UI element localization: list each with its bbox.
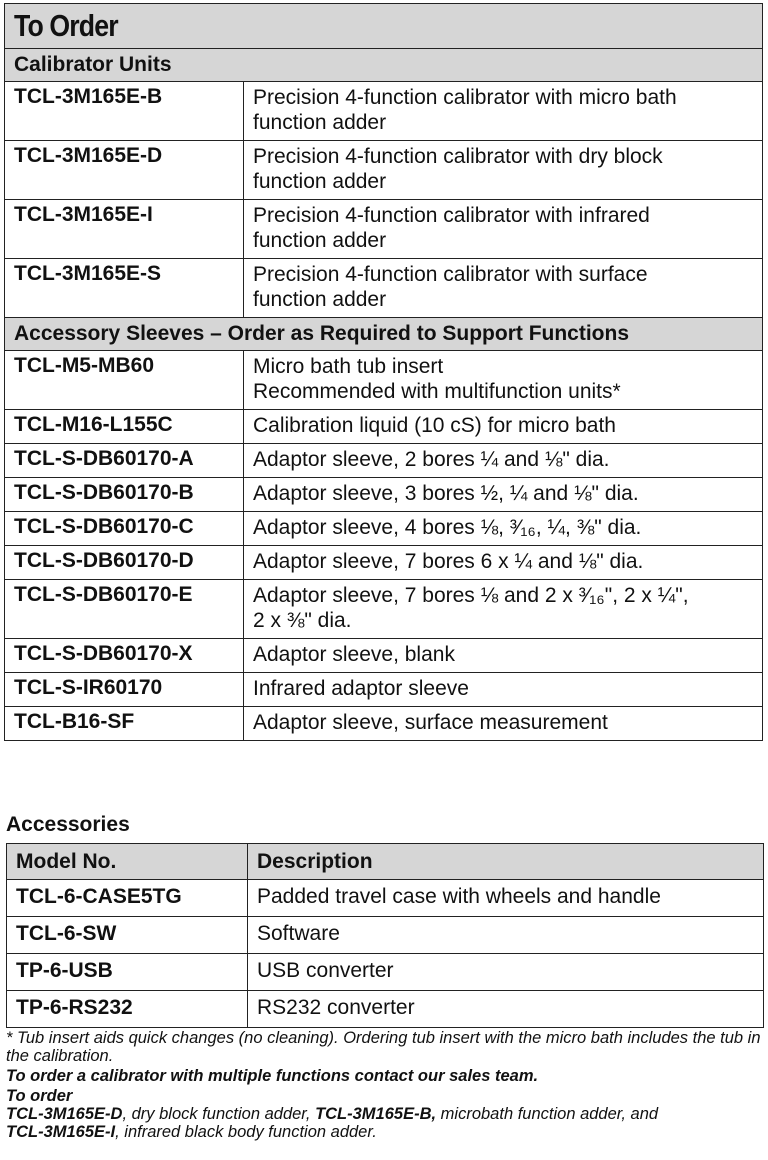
description: RS232 converter bbox=[248, 991, 764, 1028]
column-header-model: Model No. bbox=[7, 844, 248, 880]
model-number: TCL-S-IR60170 bbox=[5, 673, 244, 707]
model-number: TCL-3M165E-D bbox=[5, 141, 244, 200]
table-row bbox=[5, 141, 763, 200]
to-order-label: To order bbox=[6, 1087, 73, 1105]
model-number: TCL-3M165E-I bbox=[5, 200, 244, 259]
model-number: TP-6-RS232 bbox=[7, 991, 248, 1028]
description: Precision 4-function calibrator with micro bath function adder bbox=[244, 82, 763, 141]
table-row bbox=[7, 991, 764, 1028]
description: Micro bath tub insert Recommended with multifunction units* bbox=[244, 351, 763, 410]
description: Adaptor sleeve, blank bbox=[244, 639, 763, 673]
table-row bbox=[5, 200, 763, 259]
description: Adaptor sleeve, surface measurement bbox=[244, 707, 763, 741]
tub-insert-note: * Tub insert aids quick changes (no cleaning). Ordering tub insert with the micro bath includes the tub in the calibration. bbox=[6, 1029, 761, 1065]
description: Infrared adaptor sleeve bbox=[244, 673, 763, 707]
table-row bbox=[5, 82, 763, 141]
order-code: TCL-3M165E-B, bbox=[315, 1105, 437, 1123]
description: Software bbox=[248, 917, 764, 954]
accessories-heading: Accessories bbox=[6, 813, 130, 836]
description: Adaptor sleeve, 4 bores ⅛, ³⁄₁₆, ¼, ⅜" dia. bbox=[244, 512, 763, 546]
model-number: TCL-3M165E-B bbox=[5, 82, 244, 141]
table-row bbox=[5, 673, 763, 707]
description: Adaptor sleeve, 3 bores ½, ¼ and ⅛" dia. bbox=[244, 478, 763, 512]
table-row bbox=[7, 954, 764, 991]
table-header-row bbox=[7, 844, 764, 880]
order-code: TCL-3M165E-D bbox=[6, 1105, 123, 1123]
description: Calibration liquid (10 cS) for micro bath bbox=[244, 410, 763, 444]
section-heading-calibrator-units: Calibrator Units bbox=[5, 49, 763, 82]
description: Padded travel case with wheels and handle bbox=[248, 880, 764, 917]
description: Precision 4-function calibrator with surface function adder bbox=[244, 259, 763, 318]
section-heading-accessory-sleeves: Accessory Sleeves – Order as Required to Support Functions bbox=[5, 318, 763, 351]
model-number: TCL-M5-MB60 bbox=[5, 351, 244, 410]
model-number: TCL-S-DB60170-D bbox=[5, 546, 244, 580]
footnotes bbox=[6, 1029, 766, 1141]
model-number: TCL-6-CASE5TG bbox=[7, 880, 248, 917]
model-number: TCL-S-DB60170-E bbox=[5, 580, 244, 639]
column-header-description: Description bbox=[248, 844, 764, 880]
order-codes-note: TCL-3M165E-D, dry block function adder, TCL-3M165E-B, microbath function adder, and TCL-3M165E-I, infrared black body function adder. bbox=[6, 1105, 659, 1141]
page-title: To Order bbox=[5, 4, 763, 49]
table-row bbox=[5, 410, 763, 444]
order-code: TCL-3M165E-I bbox=[6, 1123, 116, 1141]
model-number: TCL-6-SW bbox=[7, 917, 248, 954]
contact-sales-note: To order a calibrator with multiple functions contact our sales team. bbox=[6, 1067, 539, 1085]
description: USB converter bbox=[248, 954, 764, 991]
table-row bbox=[5, 259, 763, 318]
model-number: TCL-S-DB60170-C bbox=[5, 512, 244, 546]
model-number: TCL-S-DB60170-X bbox=[5, 639, 244, 673]
accessories-table bbox=[6, 843, 764, 1028]
description: Adaptor sleeve, 2 bores ¼ and ⅛" dia. bbox=[244, 444, 763, 478]
table-row bbox=[5, 351, 763, 410]
table-row bbox=[5, 478, 763, 512]
model-number: TCL-3M165E-S bbox=[5, 259, 244, 318]
table-row bbox=[7, 880, 764, 917]
order-table bbox=[4, 3, 763, 741]
table-row bbox=[5, 639, 763, 673]
table-row bbox=[5, 707, 763, 741]
description: Adaptor sleeve, 7 bores ⅛ and 2 x ³⁄₁₆", 2 x ¼", 2 x ⅜" dia. bbox=[244, 580, 763, 639]
table-row bbox=[5, 512, 763, 546]
description: Adaptor sleeve, 7 bores 6 x ¼ and ⅛" dia. bbox=[244, 546, 763, 580]
table-row bbox=[5, 580, 763, 639]
model-number: TP-6-USB bbox=[7, 954, 248, 991]
description: Precision 4-function calibrator with infrared function adder bbox=[244, 200, 763, 259]
model-number: TCL-S-DB60170-A bbox=[5, 444, 244, 478]
table-row bbox=[5, 546, 763, 580]
description: Precision 4-function calibrator with dry block function adder bbox=[244, 141, 763, 200]
table-row bbox=[7, 917, 764, 954]
table-row bbox=[5, 444, 763, 478]
model-number: TCL-S-DB60170-B bbox=[5, 478, 244, 512]
model-number: TCL-B16-SF bbox=[5, 707, 244, 741]
model-number: TCL-M16-L155C bbox=[5, 410, 244, 444]
